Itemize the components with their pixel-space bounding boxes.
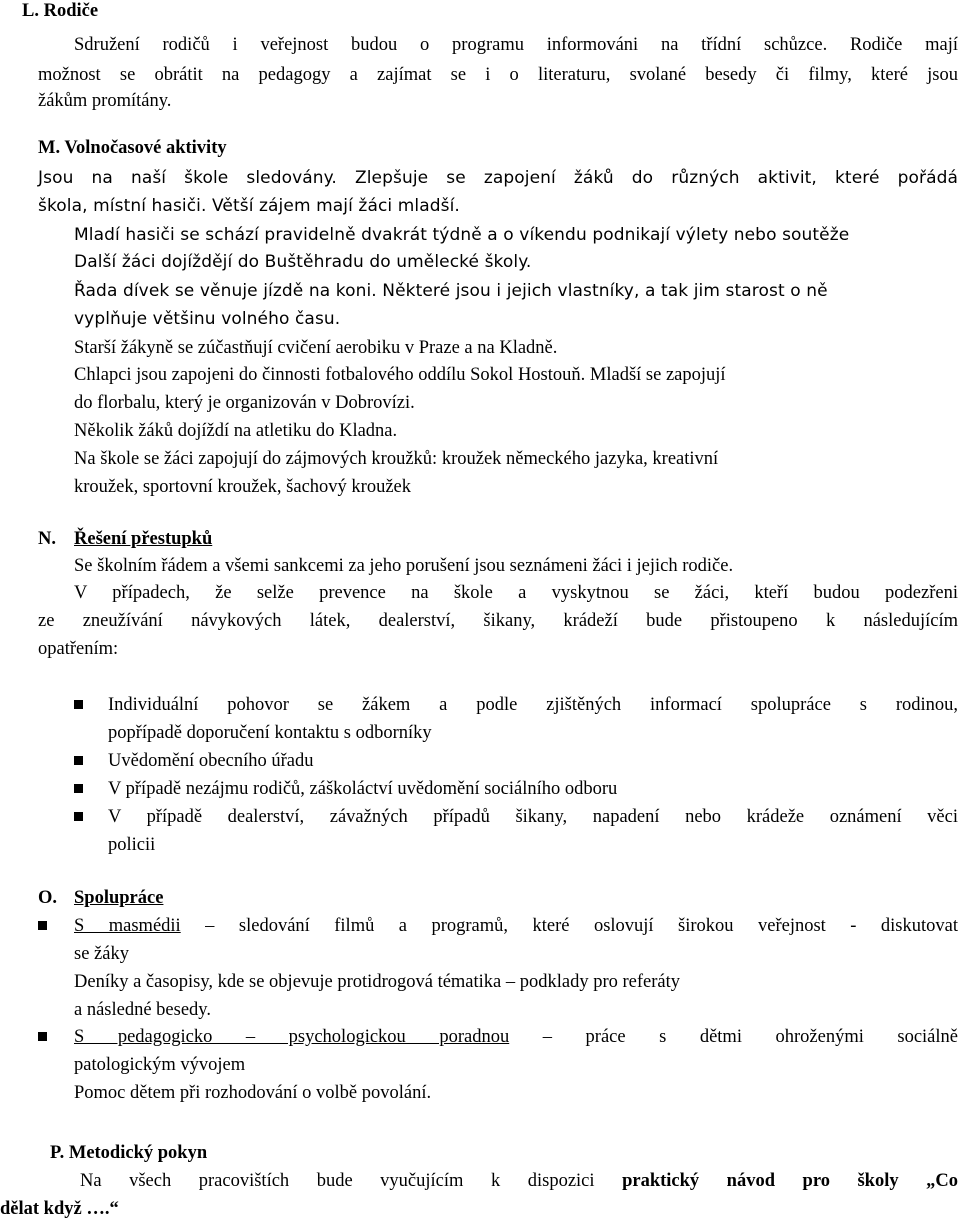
paragraph-line: Chlapci jsou zapojeni do činnosti fotbalového oddílu Sokol Hostouň. Mladší se zapojují: [74, 365, 726, 385]
paragraph-line: [80, 1168, 958, 1194]
square-bullet-icon: [74, 812, 83, 821]
section-heading-p: P. Metodický pokyn: [50, 1143, 208, 1163]
paragraph-line: Starší žákyně se zúčastňují cvičení aerobiku v Praze a na Kladně.: [74, 338, 558, 358]
paragraph-line: dělat když ….“: [0, 1199, 119, 1219]
paragraph-line: do florbalu, který je organizován v Dobrovízi.: [74, 393, 415, 413]
list-item-text: – práce s dětmi ohroženými sociálně: [509, 1027, 958, 1047]
paragraph-line: opatřením:: [38, 639, 119, 659]
paragraph-line: Na škole se žáci zapojují do zájmových kroužků: kroužek německého jazyka, kreativní: [74, 449, 719, 469]
list-item: [74, 913, 958, 939]
paragraph-line: Se školním řádem a všemi sankcemi za jeho porušení jsou seznámeni žáci i jejich rodiče.: [74, 556, 734, 576]
link-text-masmedia: S masmédii: [74, 916, 181, 936]
section-title-n: Řešení přestupků: [74, 529, 213, 549]
paragraph-line: Několik žáků dojíždí na atletiku do Kladna.: [74, 421, 398, 441]
paragraph-line: vyplňuje většinu volného času.: [74, 309, 341, 329]
section-letter-n: N.: [38, 529, 56, 549]
list-item-continuation: policii: [108, 835, 156, 855]
paragraph-line: Pomoc dětem při rozhodování o volbě povolání.: [74, 1083, 432, 1103]
list-item-text: – sledování filmů a programů, které oslovují širokou veřejnost - diskutovat: [180, 916, 958, 936]
section-title-o: Spolupráce: [74, 888, 164, 908]
list-item: V případě dealerství, závažných případů šikany, napadení nebo krádeže oznámení věci: [108, 807, 958, 827]
section-letter-o: O.: [38, 888, 58, 908]
section-heading-l: L. Rodiče: [22, 1, 99, 21]
list-item-continuation: se žáky: [74, 944, 129, 964]
paragraph-line: žákům promítány.: [38, 91, 172, 111]
paragraph-line: Řada dívek se věnuje jízdě na koni. Některé jsou i jejich vlastníky, a tak jim starost o ně: [74, 281, 828, 301]
square-bullet-icon: [74, 700, 83, 709]
paragraph-line: Další žáci dojíždějí do Buštěhradu do umělecké školy.: [74, 252, 532, 272]
paragraph-line: Mladí hasiči se schází pravidelně dvakrát týdně a o víkendu podnikají výlety nebo soutěže: [74, 225, 850, 245]
paragraph-line: ze zneužívání návykových látek, dealerství, šikany, krádeží bude přistoupeno k následujícím: [38, 611, 958, 631]
list-item: [74, 1024, 958, 1050]
list-item: Individuální pohovor se žákem a podle zjištěných informací spolupráce s rodinou,: [108, 695, 958, 715]
link-text-poradna: S pedagogicko – psychologickou poradnou: [74, 1027, 510, 1047]
paragraph-line: Sdružení rodičů i veřejnost budou o programu informováni na třídní schůzce. Rodiče mají: [74, 35, 958, 55]
square-bullet-icon: [38, 1032, 47, 1041]
paragraph-line: kroužek, sportovní kroužek, šachový kroužek: [74, 477, 412, 497]
paragraph-text: Na všech pracovištích bude vyučujícím k dispozici: [80, 1171, 623, 1191]
paragraph-line: škola, místní hasiči. Větší zájem mají žáci mladší.: [38, 196, 460, 216]
square-bullet-icon: [38, 921, 47, 930]
list-item: Uvědomění obecního úřadu: [108, 751, 314, 771]
list-item-continuation: patologickým vývojem: [74, 1055, 246, 1075]
section-heading-m: M. Volnočasové aktivity: [38, 138, 227, 158]
paragraph-line: Jsou na naší škole sledovány. Zlepšuje se zapojení žáků do různých aktivit, které pořádá: [38, 168, 958, 188]
paragraph-line: Deníky a časopisy, kde se objevuje protidrogová tématika – podklady pro referáty: [74, 972, 681, 992]
paragraph-line: možnost se obrátit na pedagogy a zajímat se i o literaturu, svolané besedy či filmy, které jsou: [38, 65, 958, 85]
list-item: V případě nezájmu rodičů, záškoláctví uvědomění sociálního odboru: [108, 779, 618, 799]
square-bullet-icon: [74, 784, 83, 793]
square-bullet-icon: [74, 756, 83, 765]
paragraph-line: V případech, že selže prevence na škole a vyskytnou se žáci, kteří budou podezřeni: [74, 583, 958, 603]
paragraph-line: a následné besedy.: [74, 1000, 211, 1020]
bold-text: praktický návod pro školy „Co: [622, 1171, 959, 1191]
list-item-continuation: popřípadě doporučení kontaktu s odborníky: [108, 723, 432, 743]
